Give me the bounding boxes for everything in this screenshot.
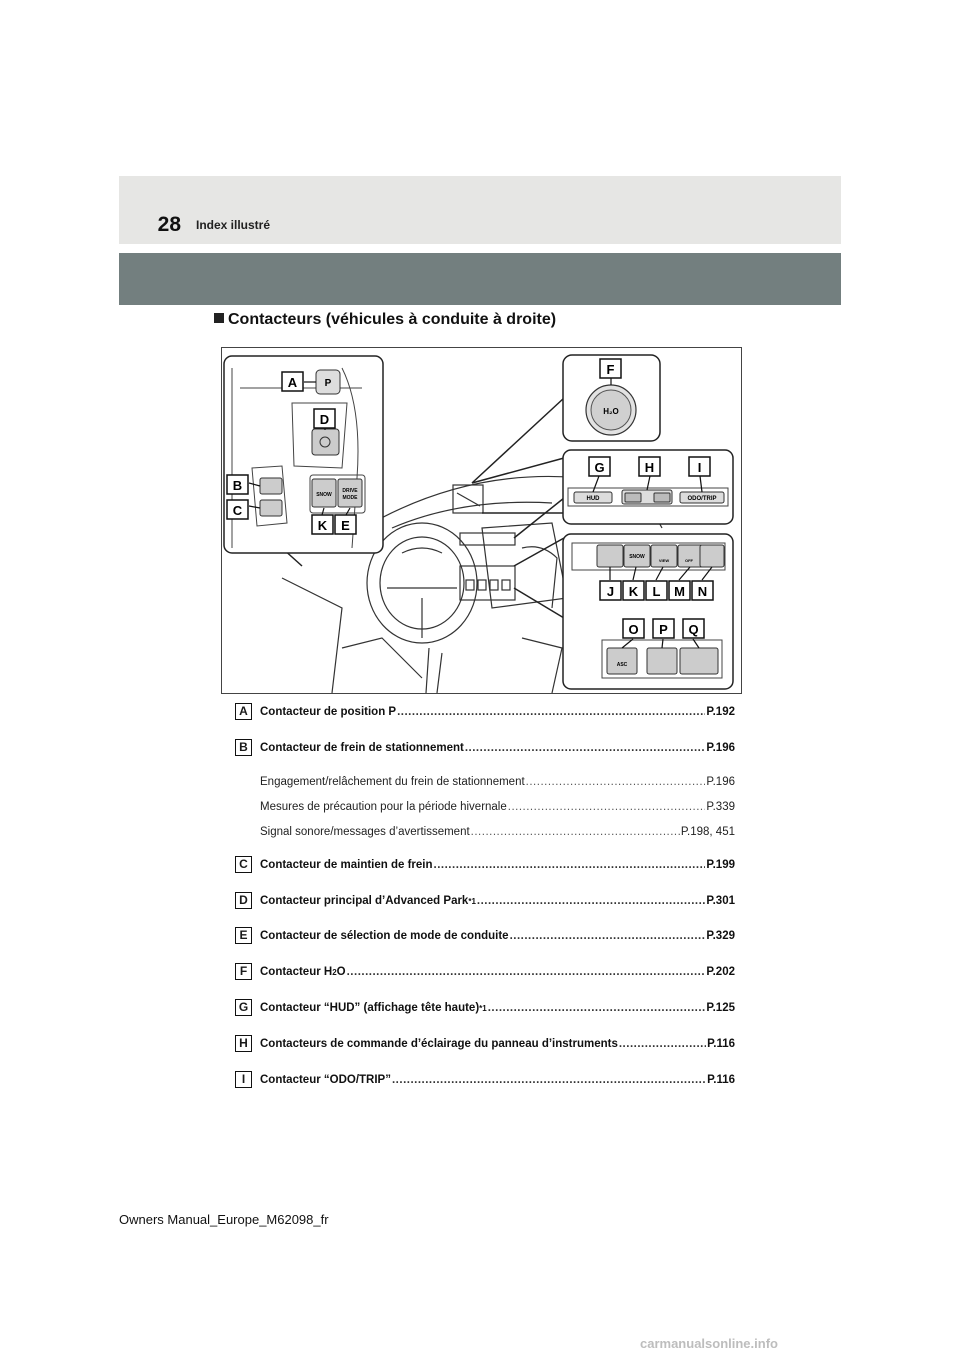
sub-entry-page-ref[interactable]: P.339 xyxy=(706,801,735,813)
sub-entry-label: Engagement/relâchement du frein de stationnement xyxy=(260,776,525,788)
sub-entry[interactable] xyxy=(260,826,735,838)
sub-entry-label: Signal sonore/messages d’avertissement xyxy=(260,826,470,838)
entry-h[interactable] xyxy=(235,1035,735,1057)
entry-letter: I xyxy=(235,1071,252,1088)
mode-button-label: MODE xyxy=(342,495,358,501)
callout-n: N xyxy=(697,584,708,599)
entry-letter: B xyxy=(235,739,252,756)
entry-label: Contacteur de maintien de frein xyxy=(260,859,433,871)
square-bullet-icon xyxy=(214,313,224,323)
off-button-label: OFF xyxy=(685,558,693,563)
entry-page-ref[interactable]: P.125 xyxy=(706,1002,735,1014)
callout-q: Q xyxy=(688,622,699,637)
snow2-button-label: SNOW xyxy=(629,554,645,560)
footnote-marker: *1 xyxy=(479,1004,487,1013)
callout-p: P xyxy=(659,622,668,637)
callout-i: I xyxy=(697,460,702,475)
entry-label-post: O xyxy=(336,966,346,978)
callout-k-left: K xyxy=(317,518,328,533)
entry-label: Contacteur “ODO/TRIP” xyxy=(260,1074,391,1086)
page-number: 28 xyxy=(157,213,181,236)
entry-g[interactable] xyxy=(235,999,735,1021)
callout-k-right: K xyxy=(628,584,639,599)
callout-o: O xyxy=(628,622,639,637)
entry-page-ref[interactable]: P.202 xyxy=(706,966,735,978)
callout-h: H xyxy=(644,460,655,475)
asc-button-label: ASC xyxy=(616,662,628,668)
watermark: carmanualsonline.info xyxy=(640,1336,778,1351)
chapter-title: Index illustré xyxy=(196,218,271,232)
switches-illustration xyxy=(221,347,742,694)
entry-page-ref[interactable]: P.196 xyxy=(706,742,735,754)
entry-letter: H xyxy=(235,1035,252,1052)
entry-c[interactable] xyxy=(235,856,735,878)
entry-page-ref[interactable]: P.301 xyxy=(706,895,735,907)
entry-page-ref[interactable]: P.329 xyxy=(706,930,735,942)
callout-d: D xyxy=(319,412,330,427)
entry-label: Contacteur de position P xyxy=(260,706,397,718)
entry-d[interactable] xyxy=(235,892,735,914)
callout-e: E xyxy=(341,518,350,533)
entry-i[interactable] xyxy=(235,1071,735,1093)
header-band xyxy=(119,176,841,244)
footnote-marker: *1 xyxy=(468,897,476,906)
entry-f[interactable] xyxy=(235,963,735,985)
callout-g: G xyxy=(594,460,605,475)
callout-f: F xyxy=(606,362,615,377)
callout-j: J xyxy=(606,584,615,599)
entry-letter: F xyxy=(235,963,252,980)
entry-label: Contacteur principal d’Advanced Park xyxy=(260,895,469,907)
entry-letter: G xyxy=(235,999,252,1016)
entry-letter: A xyxy=(235,703,252,720)
drive-button-label: DRIVE xyxy=(342,488,358,494)
sub-entry-page-ref[interactable]: P.198, 451 xyxy=(680,826,735,838)
entry-label: Contacteur “HUD” (affichage tête haute) xyxy=(260,1002,480,1014)
subscript: 2 xyxy=(332,968,337,977)
entry-page-ref[interactable]: P.192 xyxy=(706,706,735,718)
entry-b[interactable] xyxy=(235,739,735,761)
entry-page-ref[interactable]: P.199 xyxy=(706,859,735,871)
odo-trip-button-label: ODO/TRIP xyxy=(687,496,717,502)
entry-letter: E xyxy=(235,927,252,944)
callout-b: B xyxy=(232,478,243,493)
footer-manual-id: Owners Manual_Europe_M62098_fr xyxy=(119,1212,329,1227)
entry-a[interactable] xyxy=(235,703,735,725)
hud-button-label: HUD xyxy=(586,496,600,502)
section-heading xyxy=(214,311,556,329)
callout-m: M xyxy=(674,584,685,599)
sub-entry[interactable] xyxy=(260,801,735,813)
view-button-label: VIEW xyxy=(658,558,670,563)
entry-e[interactable] xyxy=(235,927,735,949)
p-button-label: P xyxy=(324,378,332,389)
section-heading-text: Contacteurs (véhicules à conduite à droite) xyxy=(228,311,557,328)
h2o-button-label: H₂O xyxy=(603,407,619,416)
entry-label: Contacteur H xyxy=(260,966,333,978)
callout-c: C xyxy=(232,503,243,518)
entry-label: Contacteur de frein de stationnement xyxy=(260,742,464,754)
snow-button-label: SNOW xyxy=(316,492,332,498)
callout-a: A xyxy=(287,375,298,390)
sub-entry-page-ref[interactable]: P.196 xyxy=(706,776,735,788)
entry-label: Contacteur de sélection de mode de conduite xyxy=(260,930,509,942)
entry-page-ref[interactable]: P.116 xyxy=(707,1074,735,1086)
entry-label: Contacteurs de commande d’éclairage du panneau d’instruments xyxy=(260,1038,618,1050)
entry-letter: C xyxy=(235,856,252,873)
callout-l: L xyxy=(652,584,661,599)
section-bar xyxy=(119,253,841,305)
sub-entry-label: Mesures de précaution pour la période hivernale xyxy=(260,801,507,813)
entry-page-ref[interactable]: P.116 xyxy=(707,1038,735,1050)
entry-letter: D xyxy=(235,892,252,909)
sub-entry[interactable] xyxy=(260,776,735,788)
